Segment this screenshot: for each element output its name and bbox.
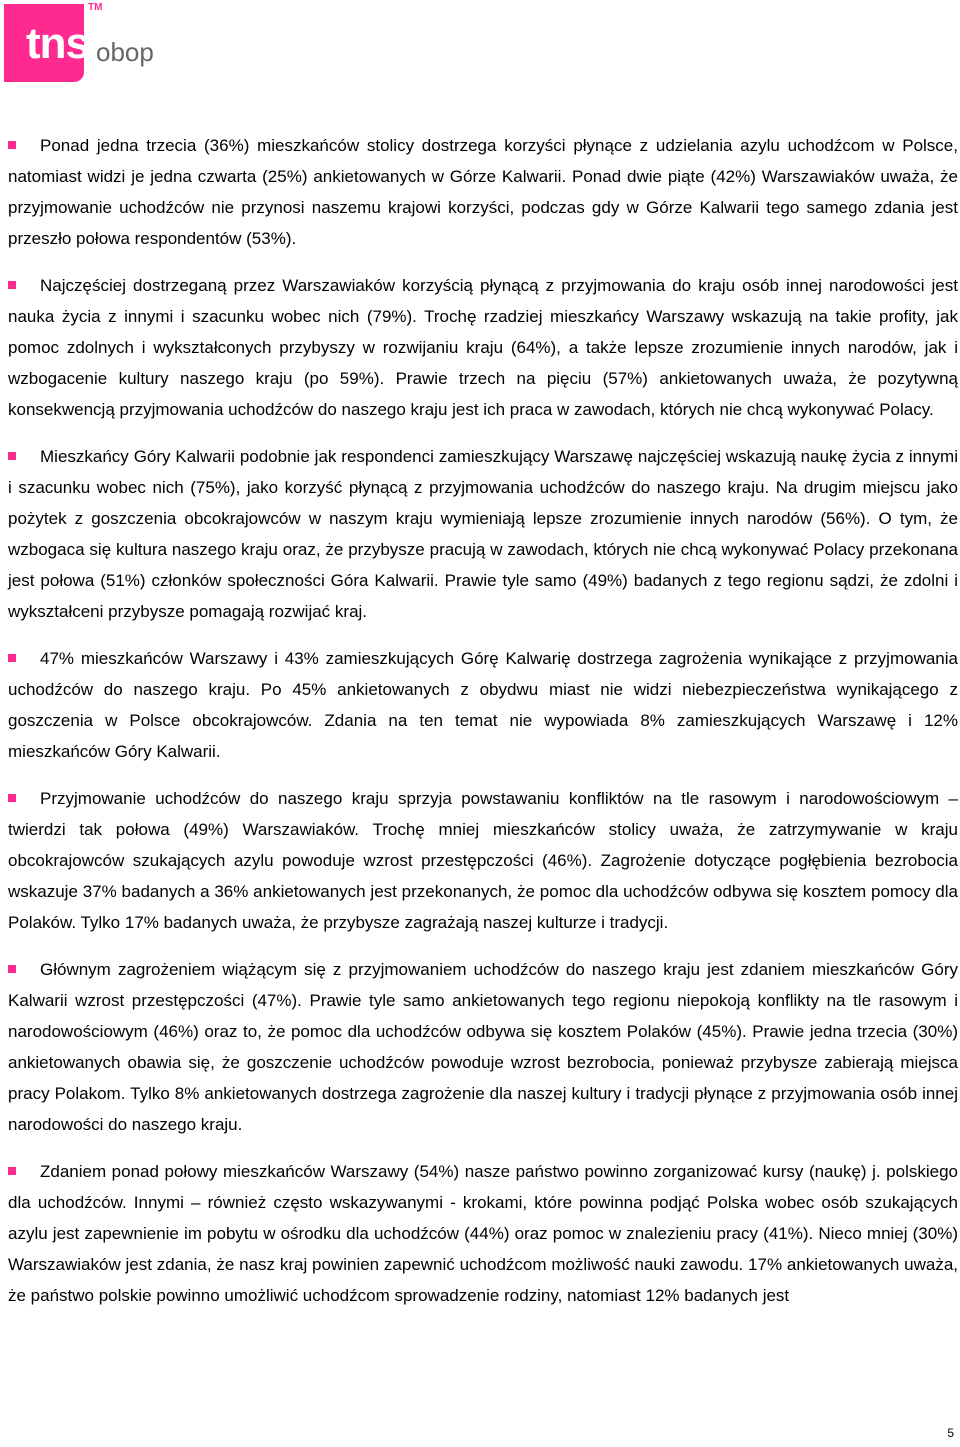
bullet-paragraph [8, 783, 958, 938]
logo-trademark: TM [88, 2, 103, 13]
logo-brand-text: tns [26, 19, 89, 68]
page-number: 5 [947, 1426, 954, 1440]
paragraph-text: Mieszkańcy Góry Kalwarii podobnie jak respondenci zamieszkujący Warszawę najczęściej wskazują naukę życia z innymi i szacunku wobec nich (75%), jako korzyść płynącą z przyjmowania uchodźców do naszego kraju. Na drugim miejscu jako pożytek z goszczenia obcokrajowców w naszym kraju wymieniają lepsze zrozumienie innych narodów (56%). O tym, że wzbogaca się kultura naszego kraju oraz, że przybysze pracują w zawodach, których nie chcą wykonywać Polacy przekonana jest połowa (51%) członków społeczności Góra Kalwarii. Prawie tyle samo (49%) badanych z tego regionu sądzi, że zdolni i wykształceni przybysze pomagają rozwijać kraj. [8, 447, 958, 621]
square-bullet-icon [8, 654, 16, 662]
square-bullet-icon [8, 452, 16, 460]
paragraph-text: Zdaniem ponad połowy mieszkańców Warszawy (54%) nasze państwo powinno zorganizować kursy (naukę) j. polskiego dla uchodźców. Innymi – również często wskazywanymi - krokami, które powinna podjąć Polska wobec osób szukających azylu jest zapewnienie im pobytu w ośrodku dla uchodźców (44%) oraz pomoc w znalezieniu pracy (41%). Nieco mniej (30%) Warszawiaków jest zdania, że nasz kraj powinien zapewnić uchodźcom możliwość nauki zawodu. 17% ankietowanych uważa, że państwo polskie powinno umożliwić uchodźcom sprowadzenie rodziny, natomiast 12% badanych jest [8, 1162, 958, 1305]
logo-pink-block [4, 4, 89, 82]
paragraph-text: 47% mieszkańców Warszawy i 43% zamieszkujących Górę Kalwarię dostrzega zagrożenia wynikające z przyjmowania uchodźców do naszego kraju. Po 45% ankietowanych z obydwu miast nie widzi niebezpieczeństwa wynikającego z goszczenia w Polsce obcokrajowców. Zdania na ten temat nie wypowiada 8% zamieszkujących Warszawę i 12% mieszkańców Góry Kalwarii. [8, 649, 958, 761]
paragraph-text: Najczęściej dostrzeganą przez Warszawiaków korzyścią płynącą z przyjmowania do kraju osób innej narodowości jest nauka życia z innymi i szacunku wobec nich (79%). Trochę rzadziej mieszkańcy Warszawy wskazują na takie profity, jak pomoc zdolnych i wykształconych przybyszy w rozwijaniu kraju (64%), a także lepsze zrozumienie innych narodów, jak i wzbogacenie kultury naszego kraju (po 59%). Prawie trzech na pięciu (57%) ankietowanych uważa, że pozytywną konsekwencją przyjmowania uchodźców do naszego kraju jest ich praca w zawodach, których nie chcą wykonywać Polacy. [8, 276, 958, 419]
document-body [8, 130, 958, 1327]
bullet-paragraph [8, 130, 958, 254]
paragraph-text: Przyjmowanie uchodźców do naszego kraju sprzyja powstawaniu konfliktów na tle rasowym i narodowościowym – twierdzi tak połowa (49%) Warszawiaków. Trochę mniej mieszkańców stolicy uważa, że zatrzymywanie w kraju obcokrajowców szukających azylu powoduje wzrost przestępczości (46%). Zagrożenie dotyczące pogłębienia bezrobocia wskazuje 37% badanych a 36% ankietowanych jest przekonanych, że pomoc dla uchodźców odbywa się kosztem pomocy dla Polaków. Tylko 17% badanych uważa, że przybysze zagrażają naszej kulturze i tradycji. [8, 789, 958, 932]
bullet-paragraph [8, 441, 958, 627]
square-bullet-icon [8, 1167, 16, 1175]
square-bullet-icon [8, 141, 16, 149]
square-bullet-icon [8, 794, 16, 802]
tns-obop-logo [4, 2, 154, 84]
bullet-paragraph [8, 270, 958, 425]
logo-sub-text: obop [96, 37, 154, 67]
bullet-paragraph [8, 643, 958, 767]
bullet-paragraph [8, 954, 958, 1140]
square-bullet-icon [8, 965, 16, 973]
paragraph-text: Ponad jedna trzecia (36%) mieszkańców stolicy dostrzega korzyści płynące z udzielania azylu uchodźcom w Polsce, natomiast widzi je jedna czwarta (25%) ankietowanych w Górze Kalwarii. Ponad dwie piąte (42%) Warszawiaków uważa, że przyjmowanie uchodźców nie przynosi naszemu krajowi korzyści, podczas gdy w Górze Kalwarii tego samego zdania jest przeszło połowa respondentów (53%). [8, 136, 958, 248]
bullet-paragraph [8, 1156, 958, 1311]
paragraph-text: Głównym zagrożeniem wiążącym się z przyjmowaniem uchodźców do naszego kraju jest zdaniem mieszkańców Góry Kalwarii wzrost przestępczości (47%). Prawie tyle samo ankietowanych tego regionu niepokoją konflikty na tle rasowym i narodowościowym (46%) oraz to, że pomoc dla uchodźców odbywa się kosztem Polaków (45%). Prawie jedna trzecia (30%) ankietowanych obawia się, że goszczenie uchodźców powoduje wzrost bezrobocia, ponieważ przybysze zabierają miejsca pracy Polakom. Tylko 8% ankietowanych dostrzega zagrożenie dla naszej kultury i tradycji płynące z przyjmowania osób innej narodowości do naszego kraju. [8, 960, 958, 1134]
square-bullet-icon [8, 281, 16, 289]
